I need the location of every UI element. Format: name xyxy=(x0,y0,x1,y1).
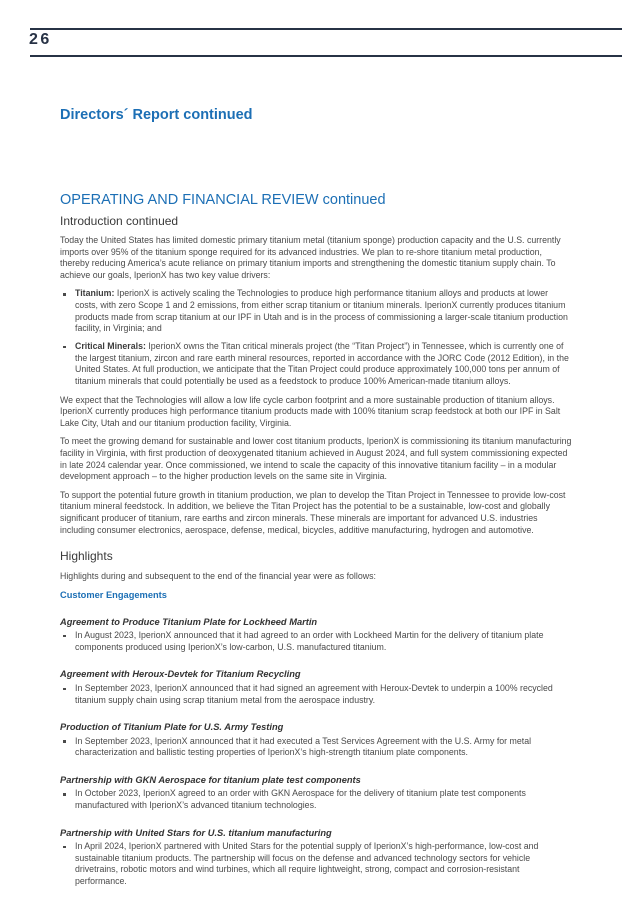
highlight-bullet: In August 2023, IperionX announced that it had agreed to an order with Lockheed Martin for the delivery of titanium plate components produced using IperionX’s low-carbon, U.S. manufactured titanium. xyxy=(60,630,573,653)
value-driver-text: IperionX owns the Titan critical minerals project (the “Titan Project”) in Tennessee, which is currently one of the largest titanium, zircon and rare earth mineral resources, reported in accordance with the JORC Code (2012 Edition), in the United States. At full production, we anticipate that the Titan Project could produce approximately 100,000 tons per annum of titanium minerals that could potentially be used as a feedstock to produce 100% American-made titanium alloys. xyxy=(75,341,569,387)
highlight-bullet-list xyxy=(60,736,573,759)
highlight-title-us-army-testing: Production of Titanium Plate for U.S. Army Testing xyxy=(60,722,284,733)
highlight-title-united-stars: Partnership with United Stars for U.S. titanium manufacturing xyxy=(60,827,332,838)
highlights-intro: Highlights during and subsequent to the end of the financial year were as follows: xyxy=(60,571,376,582)
paragraph: To meet the growing demand for sustainable and lower cost titanium products, IperionX is commissioning its titanium manufacturing facility in Virginia, with first production of deoxygenated titanium achieved in August 2024, and full system commissioning expected in late 2024 calendar year. Once commissioned, we intend to scale the capacity of this innovative titanium facility – in a modular development approach – to the higher production levels on the same site in Virginia. xyxy=(60,436,572,482)
report-title: Directors´ Report continued xyxy=(60,107,253,123)
introduction-heading: Introduction continued xyxy=(60,214,179,228)
highlights-heading: Highlights xyxy=(60,549,113,564)
value-driver-text: IperionX is actively scaling the Technologies to produce high performance titanium alloys and products at lower costs, with zero Scope 1 and 2 emissions, from either scrap titanium or titanium minerals. IperionX currently produces titanium products made from scrap titanium at our IPF in Utah and is in the process of commissioning a larger-scale titanium production facility, in Virginia; and xyxy=(75,288,568,334)
highlight-bullet: In September 2023, IperionX announced that it had signed an agreement with Heroux-Devtek to underpin a 100% recycled titanium supply chain using scrap titanium metal from the aerospace industry. xyxy=(60,683,573,706)
value-driver-label: Critical Minerals: xyxy=(75,341,146,352)
highlight-bullet-list xyxy=(60,683,573,706)
highlight-bullet: In October 2023, IperionX agreed to an order with GKN Aerospace for the delivery of titanium plate test components manufactured with IperionX’s advanced titanium technologies. xyxy=(60,788,573,811)
section-title: OPERATING AND FINANCIAL REVIEW continued xyxy=(60,192,386,208)
highlight-bullet: In April 2024, IperionX partnered with United Stars for the potential supply of IperionX’s high-performance, low-cost and sustainable titanium products. The partnership will focus on the defense and advanced technology sectors for vehicle drivetrains, robotic motors and wind turbines, which all require lightweight, strong, compact and corrosion-resistant performance. xyxy=(60,841,573,887)
paragraph: We expect that the Technologies will allow a low life cycle carbon footprint and a more sustainable production of titanium alloys. IperionX currently produces high performance titanium products made with 100% titanium scrap feedstock at both our IPF in Salt Lake City, Utah and our titanium production facility, Virginia. xyxy=(60,394,561,428)
intro-paragraph: Today the United States has limited domestic primary titanium metal (titanium sponge) production capacity and the U.S. currently imports over 95% of the titanium sponge required for its advanced industries. We plan to re-shore titanium metal production, thereby reducing America’s acute reliance on primary titanium imports and strengthening the domestic titanium supply chain. To achieve our goals, IperionX has two key value drivers: xyxy=(60,235,561,280)
highlight-title-heroux-devtek: Agreement with Heroux-Devtek for Titanium Recycling xyxy=(60,669,301,680)
page-content xyxy=(60,107,573,887)
highlight-bullet-list xyxy=(60,788,573,811)
highlight-title-lockheed-martin: Agreement to Produce Titanium Plate for Lockheed Martin xyxy=(60,616,318,627)
highlight-bullet: In September 2023, IperionX announced that it had executed a Test Services Agreement with the U.S. Army for metal characterization and ballistic testing properties of IperionX’s high-strength titanium plate components. xyxy=(60,736,573,759)
value-driver-critical-minerals xyxy=(60,341,573,387)
highlight-title-gkn-aerospace: Partnership with GKN Aerospace for titanium plate test components xyxy=(60,774,361,785)
highlight-bullet-list xyxy=(60,841,573,887)
value-drivers-list xyxy=(60,288,573,387)
highlight-bullet-list xyxy=(60,630,573,653)
header-rule-bottom xyxy=(30,55,622,57)
page-number: 26 xyxy=(29,31,52,48)
category-heading-customer-engagements: Customer Engagements xyxy=(60,589,167,600)
paragraph: To support the potential future growth in titanium production, we plan to develop the Titan Project in Tennessee to provide low-cost titanium mineral feedstock. In addition, we believe the Titan Project has the potential to be a sustainable, low-cost and globally significant producer of titanium, rare earths and zircon minerals. These minerals are important for advanced U.S. industries including consumer electronics, aerospace, defense, medical, bicycles, additive manufacturing, hydrogen and automotive. xyxy=(60,489,566,535)
value-driver-label: Titanium: xyxy=(75,288,115,299)
value-driver-titanium xyxy=(60,288,573,334)
header-rule-top xyxy=(30,28,622,30)
